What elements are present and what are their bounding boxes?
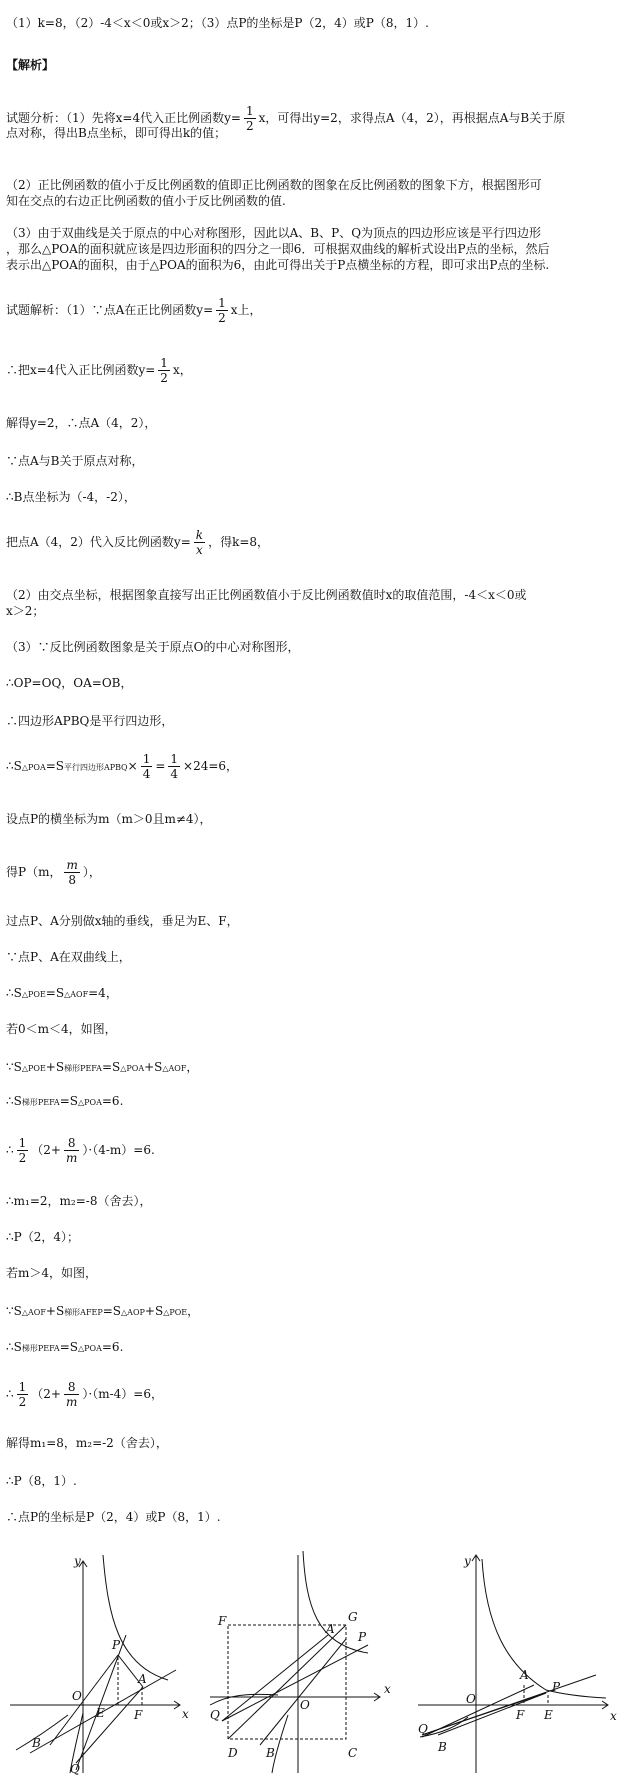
fig2-label-Q: Q	[210, 1708, 220, 1722]
solution-line-14: 得P（m， $\frac{m}{8}$ ），	[6, 858, 101, 887]
fig1-label-E: E	[96, 1706, 105, 1720]
figure-1	[8, 1545, 198, 1775]
solution-line-8: x＞2；	[6, 604, 45, 618]
fig3-label-O: O	[466, 1692, 476, 1706]
solution-line-18: 若0＜m＜4，如图，	[6, 1022, 117, 1036]
fig2-label-A: A	[326, 1622, 335, 1636]
fig2-label-G: G	[348, 1610, 358, 1624]
fig2-label-F: F	[218, 1614, 227, 1628]
fig1-label-x: x	[182, 1707, 189, 1721]
analysis-line-3: （2）正比例函数的值小于反比例函数的值即正比例函数的图象在反比例函数的图象下方，根据图形可	[6, 178, 542, 192]
fig1-label-y: y	[74, 1554, 81, 1568]
solution-line-21: ∴ $\frac{1}{2}$ （2+ $\frac{8}{m}$ ）·（4-m）=6.	[6, 1136, 155, 1165]
solution-line-6: 把点A（4，2）代入反比例函数y= $\frac{k}{x}$ ，得k=8，	[6, 528, 270, 557]
fig2-label-P: P	[358, 1630, 367, 1644]
fig1-label-B: B	[32, 1736, 41, 1750]
solution-line-30: ∴点P的坐标是P（2，4）或P（8，1）.	[6, 1510, 221, 1524]
solution-line-2: ∴把x=4代入正比例函数y= $\frac{1}{2}$ x，	[6, 356, 192, 385]
fig3-label-E: E	[544, 1708, 553, 1722]
analysis-line-6: ，那么△POA的面积就应该是四边形面积的四分之一即6．可根据双曲线的解析式设出P点的坐标，然后	[6, 242, 550, 256]
fig2-label-O: O	[300, 1698, 310, 1712]
analysis-line-1: 试题分析：（1）先将x=4代入正比例函数y= $\frac{1}{2}$ x，可得出y=2，求得点A（4，2），再根据点A与B关于原	[6, 104, 566, 133]
answer-line: （1）k=8，（2）-4＜x＜0或x＞2；（3）点P的坐标是P（2，4）或P（8，1）.	[6, 16, 429, 30]
solution-line-25: ∵S△AOF+S梯形AFEP=S△AOP+S△POE，	[6, 1304, 200, 1318]
analysis-line-7: 表示出△POA的面积，由于△POA的面积为6，由此可得出关于P点横坐标的方程，即可求出P点的坐标.	[6, 258, 550, 272]
solution-line-28: 解得m₁=8，m₂=-2（舍去），	[6, 1436, 168, 1450]
fig1-label-F: F	[134, 1708, 143, 1722]
solution-line-26: ∴S梯形PEFA=S△POA=6.	[6, 1340, 124, 1354]
fig3-label-F: F	[516, 1708, 525, 1722]
solution-line-27: ∴ $\frac{1}{2}$ （2+ $\frac{8}{m}$ ）·（m-4）=6，	[6, 1380, 163, 1409]
solution-line-17: ∴S△POE=S△AOF=4，	[6, 986, 118, 1000]
fig1-label-O: O	[72, 1689, 82, 1703]
solution-line-7: （2）由交点坐标，根据图象直接写出正比例函数值小于反比例函数值时x的取值范围，-4＜x＜0或	[6, 588, 527, 602]
solution-line-24: 若m＞4，如图，	[6, 1266, 98, 1280]
solution-line-13: 设点P的横坐标为m（m＞0且m≠4），	[6, 812, 212, 826]
fig2-label-D: D	[228, 1746, 238, 1760]
fig3-label-P: P	[552, 1680, 561, 1694]
solution-line-23: ∴P（2，4）；	[6, 1230, 79, 1244]
analysis-line-2: 点对称，得出B点坐标，即可得出k的值；	[6, 126, 227, 140]
solution-line-29: ∴P（8，1）.	[6, 1474, 77, 1488]
fig3-label-Q: Q	[418, 1722, 428, 1736]
fig3-label-B: B	[438, 1740, 447, 1754]
fraction: $\frac{1}{2}$	[245, 104, 254, 133]
fig2-label-x: x	[384, 1682, 391, 1696]
solution-line-22: ∴m₁=2，m₂=-8（舍去），	[6, 1194, 152, 1208]
fig1-label-P: P	[112, 1638, 121, 1652]
solution-line-5: ∴B点坐标为（-4，-2），	[6, 490, 136, 504]
solution-line-1: 试题解析：（1）∵点A在正比例函数y= $\frac{1}{2}$ x上，	[6, 296, 262, 325]
solution-line-3: 解得y=2，∴点A（4，2），	[6, 416, 157, 430]
solution-line-9: （3）∵反比例函数图象是关于原点O的中心对称图形，	[6, 640, 300, 654]
fig1-label-Q: Q	[70, 1762, 80, 1775]
figure-3	[416, 1545, 626, 1775]
solution-line-10: ∴OP=OQ，OA=OB，	[6, 676, 133, 690]
solution-line-12: ∴S△POA=S平行四边形APBQ× $\frac{1}{4}$ = $\frac{1}{4}$ ×24=6，	[6, 752, 239, 781]
fig3-label-x: x	[610, 1709, 617, 1723]
solution-line-11: ∴四边形APBQ是平行四边形，	[6, 714, 174, 728]
analysis-line-4: 知在交点的右边正比例函数的值小于反比例函数的值.	[6, 194, 286, 208]
solution-line-15: 过点P、A分别做x轴的垂线，垂足为E、F，	[6, 914, 239, 928]
solution-line-4: ∵点A与B关于原点对称，	[6, 454, 144, 468]
solution-line-16: ∵点P、A在双曲线上，	[6, 950, 131, 964]
fig3-label-y: y	[464, 1554, 471, 1568]
fig2-label-B: B	[266, 1746, 275, 1760]
solution-line-20: ∴S梯形PEFA=S△POA=6.	[6, 1094, 124, 1108]
fig1-label-A: A	[138, 1672, 147, 1686]
fig3-label-A: A	[520, 1668, 529, 1682]
solution-line-19: ∵S△POE+S梯形PEFA=S△POA+S△AOF，	[6, 1060, 199, 1074]
section-heading: 【解析】	[6, 58, 55, 72]
analysis-line-5: （3）由于双曲线是关于原点的中心对称图形，因此以A、B、P、Q为顶点的四边形应该是平行四边形	[6, 226, 542, 240]
figure-2	[208, 1545, 408, 1775]
fig2-label-C: C	[348, 1746, 358, 1760]
